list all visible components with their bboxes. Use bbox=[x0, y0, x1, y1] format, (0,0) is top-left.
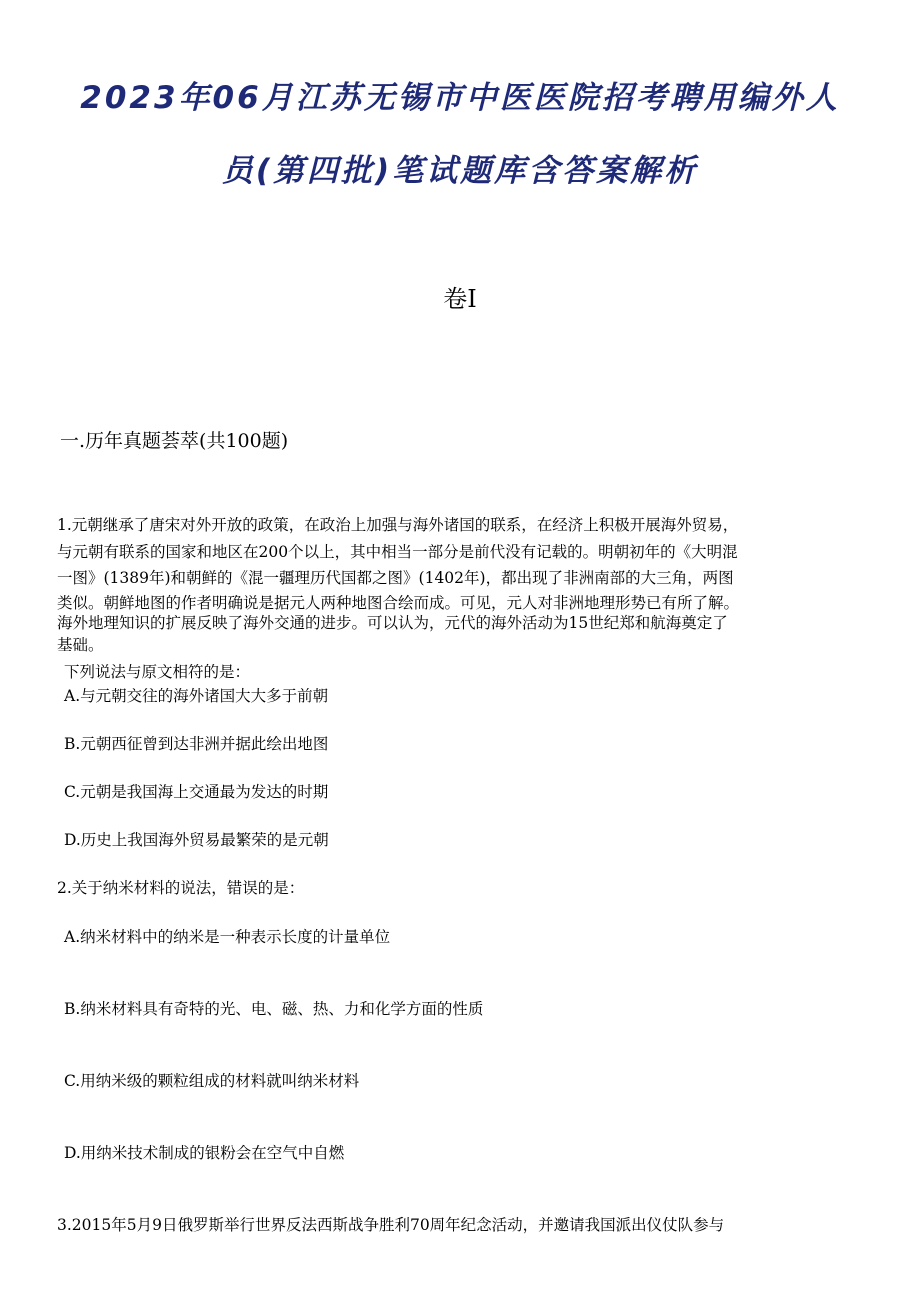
question-2-option-a: A.纳米材料中的纳米是一种表示长度的计量单位 bbox=[64, 928, 391, 946]
question-2-option-b: B.纳米材料具有奇特的光、电、磁、热、力和化学方面的性质 bbox=[64, 1000, 484, 1018]
document-title-line-1: 2023年06月江苏无锡市中医医院招考聘用编外人 bbox=[80, 80, 840, 116]
question-1-option-d: D.历史上我国海外贸易最繁荣的是元朝 bbox=[64, 831, 329, 849]
question-1-option-a: A.与元朝交往的海外诸国大大多于前朝 bbox=[64, 687, 329, 705]
question-1-stem-line: 类似。朝鲜地图的作者明确说是据元人两种地图合绘而成。可见，元人对非洲地理形势已有所了解。 bbox=[57, 594, 740, 612]
question-3-stem-line: 3.2015年5月9日俄罗斯举行世界反法西斯战争胜利70周年纪念活动，并邀请我国派出仪仗队参与 bbox=[57, 1216, 725, 1234]
question-1-stem-line: 1.元朝继承了唐宋对外开放的政策，在政治上加强与海外诸国的联系，在经济上积极开展海外贸易， bbox=[57, 516, 739, 534]
question-1-stem-line: 基础。 bbox=[57, 636, 104, 654]
question-1-stem-line: 海外地理知识的扩展反映了海外交通的进步。可以认为，元代的海外活动为15世纪郑和航海奠定了 bbox=[57, 614, 728, 632]
question-1-option-c: C.元朝是我国海上交通最为发达的时期 bbox=[64, 783, 329, 801]
question-1-stem-line: 与元朝有联系的国家和地区在200个以上，其中相当一部分是前代没有记载的。明朝初年的《大明混 bbox=[57, 543, 738, 561]
question-2-option-c: C.用纳米级的颗粒组成的材料就叫纳米材料 bbox=[64, 1072, 360, 1090]
question-1-option-b: B.元朝西征曾到达非洲并据此绘出地图 bbox=[64, 735, 329, 753]
question-2-option-d: D.用纳米技术制成的银粉会在空气中自燃 bbox=[64, 1144, 345, 1162]
section-heading: 一.历年真题荟萃(共100题) bbox=[60, 430, 289, 452]
question-1-prompt: 下列说法与原文相符的是： bbox=[64, 663, 251, 681]
question-2-stem-line: 2.关于纳米材料的说法，错误的是： bbox=[57, 879, 305, 897]
volume-label: 卷I bbox=[443, 285, 477, 313]
question-1-stem-line: 一图》(1389年)和朝鲜的《混一疆理历代国都之图》(1402年)，都出现了非洲南部的大三角，两图 bbox=[57, 569, 734, 587]
document-title-line-2: 员(第四批)笔试题库含答案解析 bbox=[221, 153, 699, 189]
